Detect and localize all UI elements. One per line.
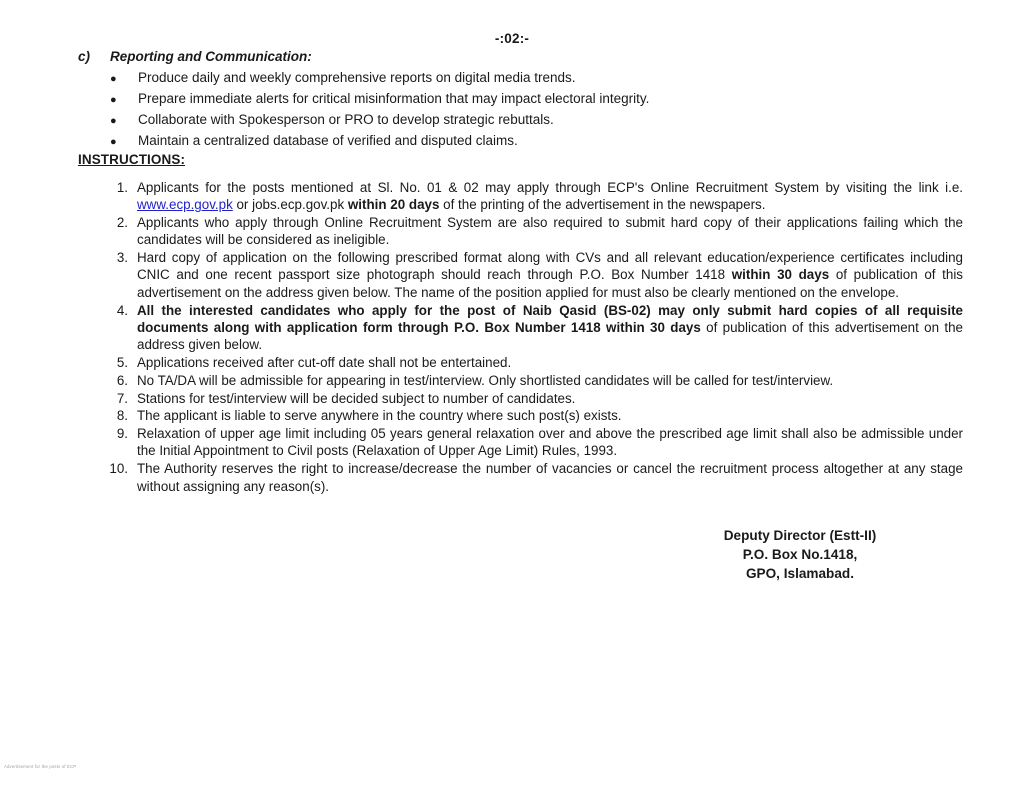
instruction-item	[103, 302, 963, 354]
responsibility-bullet-item	[78, 111, 978, 131]
plain-text: Stations for test/interview will be decided subject to number of candidates.	[137, 390, 576, 406]
instruction-item	[103, 214, 963, 249]
instruction-number: 5.	[116, 354, 128, 370]
instruction-item	[103, 372, 963, 389]
plain-text: Relaxation of upper age limit including 05 years general relaxation over and above the prescribed age limit shall also be admissible under the Initial Appointment to Civil posts (Relaxation of Upper Age Limit) Rules, 1993.	[137, 426, 963, 459]
page-number: -:02:-	[494, 31, 530, 46]
instruction-text	[137, 372, 963, 389]
plain-text: or jobs.ecp.gov.pk	[232, 197, 348, 213]
bullet-dot-icon: ●	[110, 136, 117, 148]
plain-text: No TA/DA will be admissible for appearing in test/interview. Only shortlisted candidates will be called for test/interview.	[137, 372, 834, 388]
plain-text: The Authority reserves the right to increase/decrease the number of vacancies or cancel the recruitment process altogether at any stage without assigning any reason(s).	[137, 461, 963, 494]
instruction-text	[137, 249, 963, 301]
bullet-dot-icon: ●	[110, 94, 117, 106]
bullet-text: Collaborate with Spokesperson or PRO to develop strategic rebuttals.	[138, 112, 554, 127]
footer-artifact-text: Advertisement for the posts of ECP	[4, 764, 77, 769]
plain-text: The applicant is liable to serve anywhere in the country where such post(s) exists.	[137, 408, 622, 424]
instruction-number: 9.	[116, 426, 128, 442]
instruction-item	[103, 354, 963, 371]
plain-text: of publication of this advertisement on the address given below.	[137, 319, 963, 353]
responsibility-bullet-item	[78, 132, 978, 152]
section-marker: c)	[78, 49, 91, 64]
bullet-text: Produce daily and weekly comprehensive reports on digital media trends.	[138, 70, 576, 85]
plain-text: Hard copy of application on the following prescribed format along with CVs and all relevant education/experience certificates including CNIC and one recent passport size photograph should reach through P.O. Box Number 1418	[137, 250, 963, 283]
plain-text: Applications received after cut-off date shall not be entertained.	[137, 354, 512, 370]
plain-text: of publication of this advertisement on the address given below. The name of the position applied for must also be clearly mentioned on the envelope.	[137, 267, 963, 300]
signature-line: GPO, Islamabad.	[745, 566, 855, 581]
instruction-item	[103, 407, 963, 424]
instruction-number: 2.	[116, 215, 128, 231]
plain-text: of the printing of the advertisement in the newspapers.	[439, 197, 766, 213]
instruction-text	[137, 179, 963, 214]
section-title: Reporting and Communication:	[110, 49, 312, 64]
bullet-dot-icon: ●	[110, 115, 117, 127]
instruction-text	[137, 302, 963, 354]
instruction-number: 10.	[109, 461, 128, 477]
instruction-text	[137, 460, 963, 495]
plain-text: Applicants who apply through Online Recruitment System are also required to submit hard copy of their applications failing which the candidates will be considered as ineligible.	[137, 215, 963, 248]
signature-block	[620, 526, 980, 583]
instructions-list	[103, 179, 963, 495]
instruction-text	[137, 214, 963, 249]
instruction-number: 1.	[116, 180, 128, 195]
instruction-item	[103, 425, 963, 460]
signature-line: P.O. Box No.1418,	[742, 547, 858, 562]
instructions-heading: INSTRUCTIONS:	[78, 152, 186, 167]
instruction-number: 7.	[116, 390, 128, 406]
instruction-number: 3.	[116, 250, 128, 266]
instruction-text	[137, 425, 963, 460]
emphasis-text: within 20 days	[347, 197, 440, 213]
instruction-item	[103, 249, 963, 301]
ecp-website-link[interactable]: www.ecp.gov.pk	[137, 197, 233, 213]
section-heading	[78, 49, 978, 64]
bullet-text: Maintain a centralized database of verified and disputed claims.	[138, 133, 518, 148]
emphasis-text: All the interested candidates who apply for the post of Naib Qasid (BS-02) may only submit hard copies of all requisite documents along with application form through P.O. Box Number 1418 within 30 days	[137, 302, 963, 335]
plain-text: Applicants for the posts mentioned at Sl. No. 01 & 02 may apply through ECP's Online Recruitment System by visiting the link i.e.	[137, 180, 963, 195]
responsibility-bullet-list	[78, 69, 978, 152]
responsibility-bullet-item	[78, 69, 978, 89]
instruction-item	[103, 460, 963, 495]
instruction-number: 6.	[116, 372, 128, 388]
instruction-item	[103, 179, 963, 214]
bullet-text: Prepare immediate alerts for critical misinformation that may impact electoral integrity.	[138, 91, 650, 106]
responsibility-bullet-item	[78, 90, 978, 110]
signature-line: Deputy Director (Estt-II)	[723, 528, 877, 543]
instruction-number: 4.	[116, 302, 128, 318]
bullet-dot-icon: ●	[110, 73, 117, 85]
instruction-text	[137, 407, 963, 424]
instruction-item	[103, 390, 963, 407]
section-reporting-and-communication	[78, 49, 978, 153]
emphasis-text: within 30 days	[731, 267, 830, 283]
instruction-text	[137, 390, 963, 407]
instruction-number: 8.	[116, 408, 128, 424]
instruction-text	[137, 354, 963, 371]
